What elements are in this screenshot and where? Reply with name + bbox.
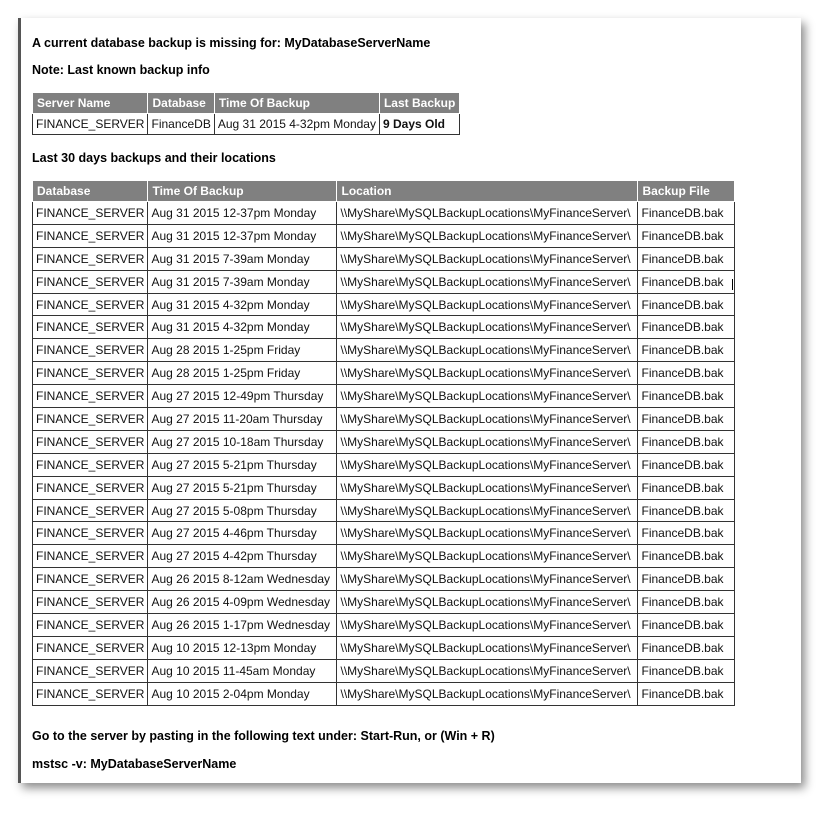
table-row <box>33 545 735 568</box>
database-cell: FINANCE_SERVER <box>33 270 148 293</box>
table-row <box>33 339 735 362</box>
column-header: Time Of Backup <box>148 181 337 202</box>
database-cell: FINANCE_SERVER <box>33 522 148 545</box>
instruction-text: Go to the server by pasting in the following text under: Start-Run, or (Win + R) <box>32 729 495 743</box>
database-cell: FINANCE_SERVER <box>33 659 148 682</box>
table-row <box>33 591 735 614</box>
time-of-backup-cell: Aug 27 2015 10-18am Thursday <box>148 430 337 453</box>
table-row <box>33 499 735 522</box>
backup-file-cell: FinanceDB.bak <box>638 362 735 385</box>
time-of-backup-cell: Aug 31 2015 7-39am Monday <box>148 247 337 270</box>
backup-file-cell: FinanceDB.bak <box>638 568 735 591</box>
backup-file-cell: FinanceDB.bak <box>638 476 735 499</box>
time-of-backup-cell: Aug 31 2015 12-37pm Monday <box>148 202 337 225</box>
location-cell[interactable]: \\MyShare\MySQLBackupLocations\MyFinanceServer\ <box>337 568 638 591</box>
backup-file-cell: FinanceDB.bak <box>638 270 735 293</box>
table-row <box>33 202 735 225</box>
database-cell: FINANCE_SERVER <box>33 339 148 362</box>
location-cell[interactable]: \\MyShare\MySQLBackupLocations\MyFinanceServer\ <box>337 362 638 385</box>
time-of-backup-cell: Aug 26 2015 8-12am Wednesday <box>148 568 337 591</box>
text-cursor <box>732 279 733 290</box>
table-row <box>33 614 735 637</box>
table-row <box>33 247 735 270</box>
location-cell[interactable]: \\MyShare\MySQLBackupLocations\MyFinanceServer\ <box>337 545 638 568</box>
backup-file-cell: FinanceDB.bak <box>638 522 735 545</box>
backup-file-cell: FinanceDB.bak <box>638 591 735 614</box>
location-cell[interactable]: \\MyShare\MySQLBackupLocations\MyFinanceServer\ <box>337 522 638 545</box>
table-row <box>33 453 735 476</box>
table-row <box>33 293 735 316</box>
backup-file-cell: FinanceDB.bak <box>638 659 735 682</box>
database-cell: FINANCE_SERVER <box>33 224 148 247</box>
location-cell[interactable]: \\MyShare\MySQLBackupLocations\MyFinanceServer\ <box>337 339 638 362</box>
time-of-backup-cell: Aug 28 2015 1-25pm Friday <box>148 362 337 385</box>
table-row <box>33 568 735 591</box>
location-cell[interactable]: \\MyShare\MySQLBackupLocations\MyFinanceServer\ <box>337 591 638 614</box>
table-row <box>33 385 735 408</box>
database-cell: FINANCE_SERVER <box>33 362 148 385</box>
table-row <box>33 476 735 499</box>
backup-file-cell: FinanceDB.bak <box>638 224 735 247</box>
backup-file-cell: FinanceDB.bak <box>638 339 735 362</box>
time-of-backup-cell: Aug 27 2015 11-20am Thursday <box>148 408 337 431</box>
location-cell[interactable]: \\MyShare\MySQLBackupLocations\MyFinanceServer\ <box>337 408 638 431</box>
location-cell[interactable]: \\MyShare\MySQLBackupLocations\MyFinanceServer\ <box>337 476 638 499</box>
time-of-backup-cell: Aug 27 2015 4-46pm Thursday <box>148 522 337 545</box>
backup-file-cell: FinanceDB.bak <box>638 247 735 270</box>
time-of-backup-cell: Aug 27 2015 5-21pm Thursday <box>148 476 337 499</box>
backup-file-cell: FinanceDB.bak <box>638 453 735 476</box>
column-header: Location <box>337 181 638 202</box>
time-of-backup-cell: Aug 31 2015 4-32pm Monday <box>214 114 379 135</box>
time-of-backup-cell: Aug 31 2015 12-37pm Monday <box>148 224 337 247</box>
last-known-backup-table <box>32 92 460 135</box>
time-of-backup-cell: Aug 10 2015 12-13pm Monday <box>148 636 337 659</box>
note-heading: Note: Last known backup info <box>32 63 210 77</box>
table-row <box>33 408 735 431</box>
database-cell: FINANCE_SERVER <box>33 247 148 270</box>
database-cell: FINANCE_SERVER <box>33 476 148 499</box>
table-header-row <box>33 181 735 202</box>
table-row <box>33 114 460 135</box>
database-cell: FINANCE_SERVER <box>33 614 148 637</box>
time-of-backup-cell: Aug 27 2015 5-21pm Thursday <box>148 453 337 476</box>
history-table-body <box>33 202 735 706</box>
table-header-row <box>33 93 460 114</box>
database-cell: FINANCE_SERVER <box>33 202 148 225</box>
missing-backup-heading: A current database backup is missing for: MyDatabaseServerName <box>32 36 431 50</box>
last-backup-age-cell: 9 Days Old <box>379 114 459 135</box>
location-cell[interactable]: \\MyShare\MySQLBackupLocations\MyFinanceServer\ <box>337 682 638 705</box>
database-cell: FINANCE_SERVER <box>33 293 148 316</box>
column-header: Time Of Backup <box>214 93 379 114</box>
database-cell: FINANCE_SERVER <box>33 408 148 431</box>
table-row <box>33 682 735 705</box>
database-cell: FINANCE_SERVER <box>33 453 148 476</box>
column-header: Server Name <box>33 93 148 114</box>
database-cell: FINANCE_SERVER <box>33 499 148 522</box>
backup-history-table <box>32 180 735 706</box>
time-of-backup-cell: Aug 27 2015 5-08pm Thursday <box>148 499 337 522</box>
time-of-backup-cell: Aug 27 2015 12-49pm Thursday <box>148 385 337 408</box>
database-cell: FINANCE_SERVER <box>33 591 148 614</box>
location-cell[interactable]: \\MyShare\MySQLBackupLocations\MyFinanceServer\ <box>337 224 638 247</box>
time-of-backup-cell: Aug 10 2015 2-04pm Monday <box>148 682 337 705</box>
backup-file-cell: FinanceDB.bak <box>638 202 735 225</box>
database-cell: FINANCE_SERVER <box>33 682 148 705</box>
database-cell: FINANCE_SERVER <box>33 385 148 408</box>
database-cell: FINANCE_SERVER <box>33 568 148 591</box>
column-header: Database <box>148 93 214 114</box>
remote-command-text[interactable]: mstsc -v: MyDatabaseServerName <box>32 757 237 771</box>
backup-file-cell: FinanceDB.bak <box>638 499 735 522</box>
location-cell[interactable]: \\MyShare\MySQLBackupLocations\MyFinanceServer\ <box>337 316 638 339</box>
location-cell[interactable]: \\MyShare\MySQLBackupLocations\MyFinanceServer\ <box>337 202 638 225</box>
time-of-backup-cell: Aug 31 2015 4-32pm Monday <box>148 316 337 339</box>
backup-file-cell: FinanceDB.bak <box>638 316 735 339</box>
time-of-backup-cell: Aug 31 2015 4-32pm Monday <box>148 293 337 316</box>
table-row <box>33 659 735 682</box>
table-row <box>33 636 735 659</box>
backup-file-cell: FinanceDB.bak <box>638 408 735 431</box>
location-cell[interactable]: \\MyShare\MySQLBackupLocations\MyFinanceServer\ <box>337 270 638 293</box>
backup-file-cell: FinanceDB.bak <box>638 545 735 568</box>
time-of-backup-cell: Aug 27 2015 4-42pm Thursday <box>148 545 337 568</box>
time-of-backup-cell: Aug 31 2015 7-39am Monday <box>148 270 337 293</box>
location-cell[interactable]: \\MyShare\MySQLBackupLocations\MyFinanceServer\ <box>337 636 638 659</box>
backup-file-cell: FinanceDB.bak <box>638 682 735 705</box>
backup-file-cell: FinanceDB.bak <box>638 293 735 316</box>
time-of-backup-cell: Aug 10 2015 11-45am Monday <box>148 659 337 682</box>
column-header: Database <box>33 181 148 202</box>
table-row <box>33 316 735 339</box>
location-cell[interactable]: \\MyShare\MySQLBackupLocations\MyFinanceServer\ <box>337 430 638 453</box>
column-header: Backup File <box>638 181 735 202</box>
table-row <box>33 522 735 545</box>
location-cell[interactable]: \\MyShare\MySQLBackupLocations\MyFinanceServer\ <box>337 659 638 682</box>
backup-file-cell: FinanceDB.bak <box>638 636 735 659</box>
server-name-cell: FINANCE_SERVER <box>33 114 148 135</box>
location-cell[interactable]: \\MyShare\MySQLBackupLocations\MyFinanceServer\ <box>337 247 638 270</box>
location-cell[interactable]: \\MyShare\MySQLBackupLocations\MyFinanceServer\ <box>337 385 638 408</box>
database-cell: FINANCE_SERVER <box>33 636 148 659</box>
table-row <box>33 430 735 453</box>
location-cell[interactable]: \\MyShare\MySQLBackupLocations\MyFinanceServer\ <box>337 499 638 522</box>
time-of-backup-cell: Aug 26 2015 4-09pm Wednesday <box>148 591 337 614</box>
location-cell[interactable]: \\MyShare\MySQLBackupLocations\MyFinanceServer\ <box>337 293 638 316</box>
table-row <box>33 224 735 247</box>
location-cell[interactable]: \\MyShare\MySQLBackupLocations\MyFinanceServer\ <box>337 614 638 637</box>
database-cell: FinanceDB <box>148 114 214 135</box>
time-of-backup-cell: Aug 28 2015 1-25pm Friday <box>148 339 337 362</box>
backup-file-cell: FinanceDB.bak <box>638 614 735 637</box>
time-of-backup-cell: Aug 26 2015 1-17pm Wednesday <box>148 614 337 637</box>
database-cell: FINANCE_SERVER <box>33 545 148 568</box>
database-cell: FINANCE_SERVER <box>33 316 148 339</box>
location-cell[interactable]: \\MyShare\MySQLBackupLocations\MyFinanceServer\ <box>337 453 638 476</box>
backup-file-cell: FinanceDB.bak <box>638 430 735 453</box>
column-header: Last Backup <box>379 93 459 114</box>
table-row <box>33 362 735 385</box>
table-row <box>33 270 735 293</box>
report-card <box>18 18 801 783</box>
backup-file-cell: FinanceDB.bak <box>638 385 735 408</box>
database-cell: FINANCE_SERVER <box>33 430 148 453</box>
history-heading: Last 30 days backups and their locations <box>32 151 276 165</box>
